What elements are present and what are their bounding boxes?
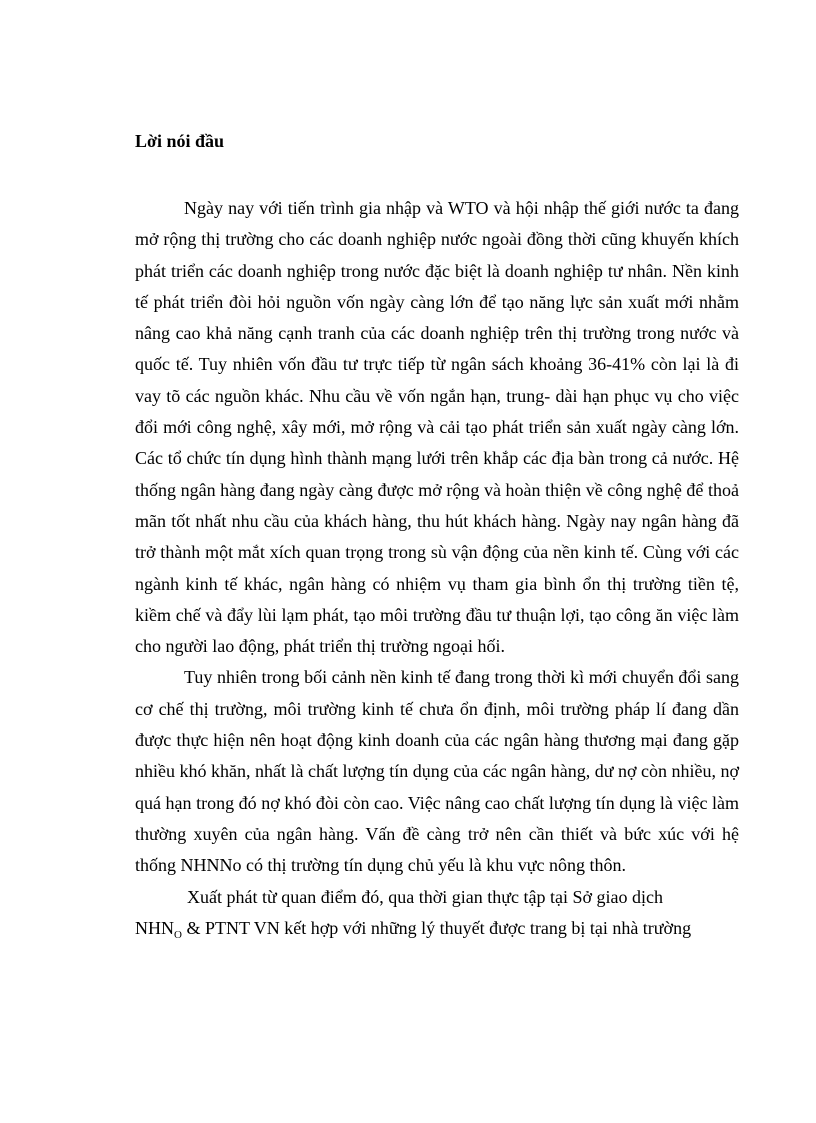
document-body xyxy=(135,193,739,951)
paragraph-3 xyxy=(135,882,739,952)
paragraph-1: Ngày nay với tiến trình gia nhập và WTO và hội nhập thế giới nước ta đang mở rộng thị trường cho các doanh nghiệp nước ngoài đồng thời cũng khuyến khích phát triển các doanh nghiệp trong nước đặc biệt là doanh nghiệp tư nhân. Nền kinh tế phát triển đòi hỏi nguồn vốn ngày càng lớn để tạo năng lực sản xuất mới nhằm nâng cao khả năng cạnh tranh của các doanh nghiệp trên thị trường trong nước và quốc tế. Tuy nhiên vốn đầu tư trực tiếp từ ngân sách khoảng 36-41% còn lại là đi vay tõ các nguồn khác. Nhu cầu về vốn ngắn hạn, trung- dài hạn phục vụ cho việc đổi mới công nghệ, xây mới, mở rộng và cải tạo phát triển sản xuất ngày càng lớn. Các tổ chức tín dụng hình thành mạng lưới trên khắp các địa bàn trong cả nước. Hệ thống ngân hàng đang ngày càng được mở rộng và hoàn thiện về công nghệ để thoả mãn tốt nhất nhu cầu của khách hàng, thu hút khách hàng. Ngày nay ngân hàng đã trở thành một mắt xích quan trọng trong sù vận động của nền kinh tế. Cùng với các ngành kinh tế khác, ngân hàng có nhiệm vụ tham gia bình ổn thị trường tiền tệ, kiềm chế và đẩy lùi lạm phát, tạo môi trường đầu tư thuận lợi, tạo công ăn việc làm cho người lao động, phát triển thị trường ngoại hối. xyxy=(135,198,739,657)
paragraph-2: Tuy nhiên trong bối cảnh nền kinh tế đang trong thời kì mới chuyển đổi sang cơ chế thị trường, môi trường kinh tế chưa ổn định, môi trường pháp lí đang dần được thực hiện nên hoạt động kinh doanh của các ngân hàng thương mại đang gặp nhiều khó khăn, nhất là chất lượng tín dụng của các ngân hàng, dư nợ còn nhiều, nợ quá hạn trong đó nợ khó đòi còn cao. Việc nâng cao chất lượng tín dụng là việc làm thường xuyên của ngân hàng. Vấn đề càng trở nên cần thiết và bức xúc với hệ thống NHNNo có thị trường tín dụng chủ yếu là khu vực nông thôn. xyxy=(135,667,739,876)
paragraph-3-continuation: & PTNT VN kết hợp với những lý thuyết được trang bị tại nhà trường xyxy=(181,917,692,938)
page-title: Lời nói đầu xyxy=(135,131,225,151)
paragraph-3-text: Xuất phát từ quan điểm đó, qua thời gian thực tập tại Sở giao dịch xyxy=(187,886,663,907)
org-name-subscript: O xyxy=(174,928,182,941)
org-name-prefix: NHN xyxy=(135,917,174,938)
